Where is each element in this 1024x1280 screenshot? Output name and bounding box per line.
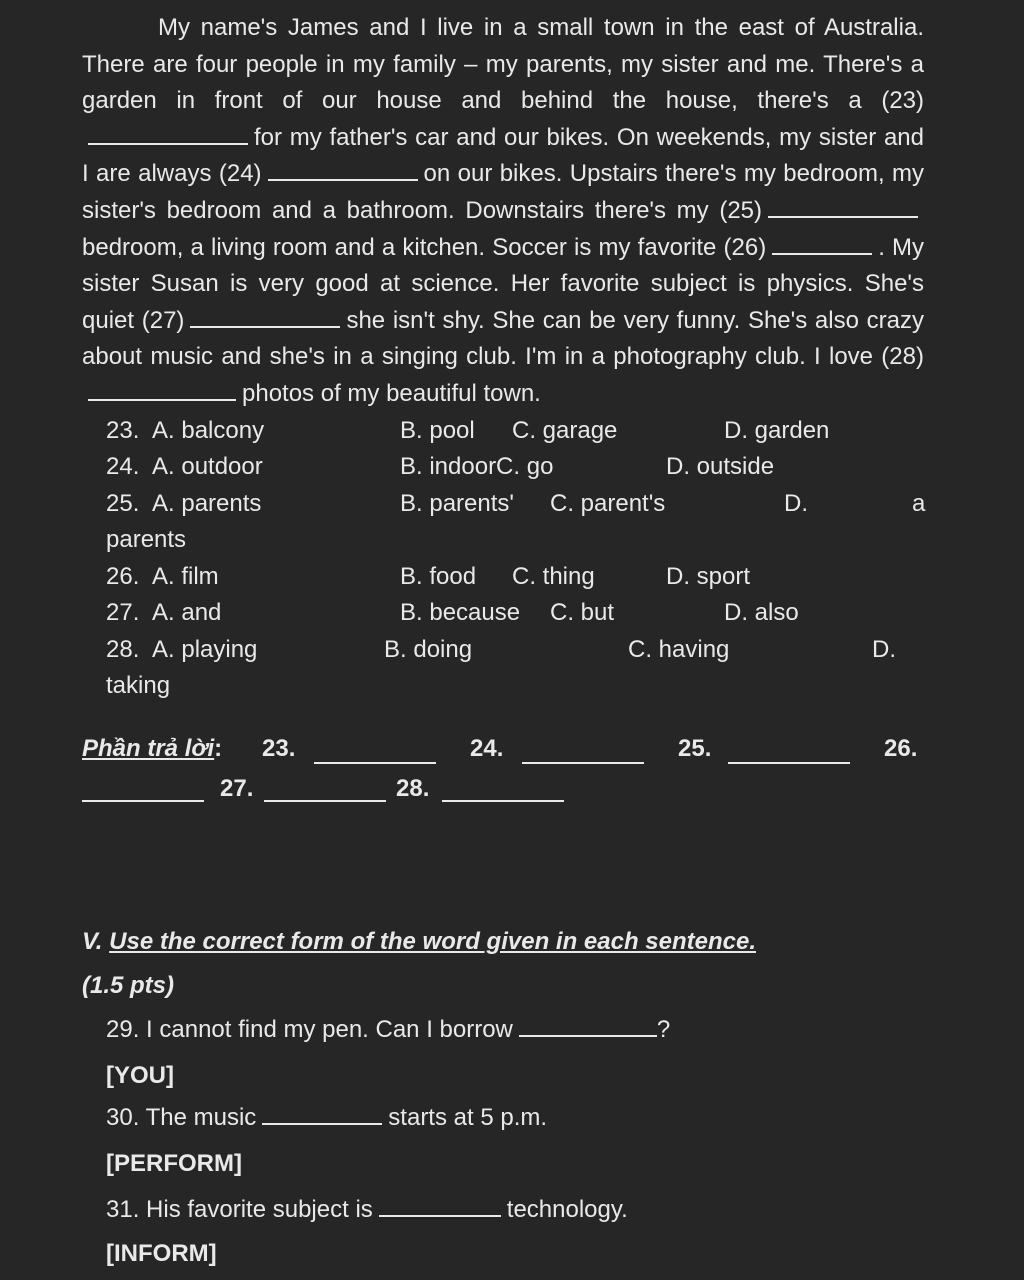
option-d-wrap: parents [106,526,187,554]
answer-field-29[interactable] [519,1034,657,1037]
option-d[interactable]: D. sport [666,562,751,590]
option-d[interactable]: D. outside [666,453,775,481]
passage-part-2: for my father's car and our bikes. On weekends, my sister and I are always (24) [82,123,924,188]
question-number: 25. [106,489,140,517]
passage-part-1: My name's James and I live in a small town in the east of Australia. There are four people in my family – my parents, my sister and me. There's a garden in front of our house and behind the house, there's a (23) [82,14,924,115]
question-30-text: 30. The music [106,1104,257,1131]
answer-number-24: 24. [470,734,504,762]
answer-number-23: 23. [262,734,296,762]
hint-30: [PERFORM] [106,1150,242,1177]
answer-blank-25[interactable] [728,761,850,764]
hint-31: [INFORM] [106,1240,217,1267]
passage-part-6: she isn't shy. She can be very funny. She's also crazy about music and she's in a singing club. I'm in a photography club. I love (28) [82,306,925,371]
answer-blank-23[interactable] [314,761,436,764]
answer-field-30[interactable] [262,1122,382,1125]
section-5-instruction: Use the correct form of the word given in each sentence. [109,928,756,955]
blank-28[interactable] [88,398,236,401]
option-b[interactable]: B. pool [400,416,475,444]
question-29 [106,1016,670,1044]
answer-blank-26[interactable] [82,799,204,802]
option-d[interactable]: D. [784,489,808,517]
option-c[interactable]: C. thing [512,562,595,590]
reading-passage [82,10,924,413]
option-row-25-wrap [82,526,924,563]
question-30 [106,1104,547,1132]
passage-part-5: . My sister Susan is very good at science. Her favorite subject is physics. She's quiet (27) [82,233,925,334]
answer-colon: : [214,734,223,762]
answer-line-2 [82,774,924,823]
blank-23[interactable] [88,142,248,145]
answer-blank-27[interactable] [264,799,386,802]
blank-25[interactable] [768,215,918,218]
option-c[interactable]: C. garage [512,416,618,444]
option-row-28 [82,636,924,673]
option-c[interactable]: C. parent's [550,489,666,517]
passage-part-3: on our bikes. Upstairs there's my bedroom, my sister's bedroom and a bathroom. Downstairs there's my (25) [82,160,924,224]
option-b[interactable]: B. parents' [400,489,514,517]
blank-27[interactable] [190,325,340,328]
option-row-24 [82,453,924,490]
option-a[interactable]: A. parents [152,489,262,517]
question-number: 24. [106,453,140,481]
option-b[interactable]: B. doing [384,635,473,663]
option-d-wrap: taking [106,672,171,700]
option-d[interactable]: D. also [724,599,799,627]
option-row-26 [82,563,924,600]
option-row-28-wrap [82,672,924,709]
option-row-25 [82,490,924,527]
question-number: 23. [106,416,140,444]
hint-29: [YOU] [106,1062,174,1089]
answer-number-25: 25. [678,734,712,762]
option-d[interactable]: D. [872,635,896,663]
option-a[interactable]: A. outdoor [152,453,263,481]
worksheet-page [82,0,924,823]
multiple-choice-options [82,417,924,709]
blank-24[interactable] [268,178,418,181]
section-5-title [82,928,756,956]
option-row-23 [82,417,924,454]
answer-label: Phần trả lời [82,734,215,762]
section-5-prefix: V. [82,928,103,955]
question-30-end: starts at 5 p.m. [388,1104,548,1131]
option-a[interactable]: A. balcony [152,416,265,444]
option-b[interactable]: B. because [400,599,521,627]
question-31-text: 31. His favorite subject is [106,1196,373,1223]
blank-26[interactable] [772,252,872,255]
question-31 [106,1196,628,1224]
option-d[interactable]: D. garden [724,416,830,444]
question-29-text: 29. I cannot find my pen. Can I borrow [106,1016,513,1043]
answer-blank-28[interactable] [442,799,564,802]
passage-part-7: photos of my beautiful town. [242,379,541,407]
answer-number-26: 26. [884,734,918,762]
option-a[interactable]: A. and [152,599,222,627]
question-number: 26. [106,562,140,590]
option-row-27 [82,599,924,636]
option-c[interactable]: C. but [550,599,615,627]
question-number: 27. [106,599,140,627]
question-29-end: ? [656,1016,671,1043]
passage-part-4: bedroom, a living room and a kitchen. Soccer is my favorite (26) [82,233,767,261]
answer-line-1 [82,735,924,779]
option-b[interactable]: B. food [400,562,477,590]
section-5-points: (1.5 pts) [82,972,175,999]
question-number: 28. [106,635,140,663]
option-b-and-c[interactable]: B. indoorC. go [400,453,554,481]
option-a[interactable]: A. film [152,562,219,590]
question-31-end: technology. [506,1196,628,1223]
answer-field-31[interactable] [379,1214,501,1217]
answer-number-28: 28. [396,774,430,802]
option-c[interactable]: C. having [628,635,730,663]
answer-number-27: 27. [220,774,254,802]
option-d-text: a [912,489,926,517]
option-a[interactable]: A. playing [152,635,258,663]
answer-blank-24[interactable] [522,761,644,764]
